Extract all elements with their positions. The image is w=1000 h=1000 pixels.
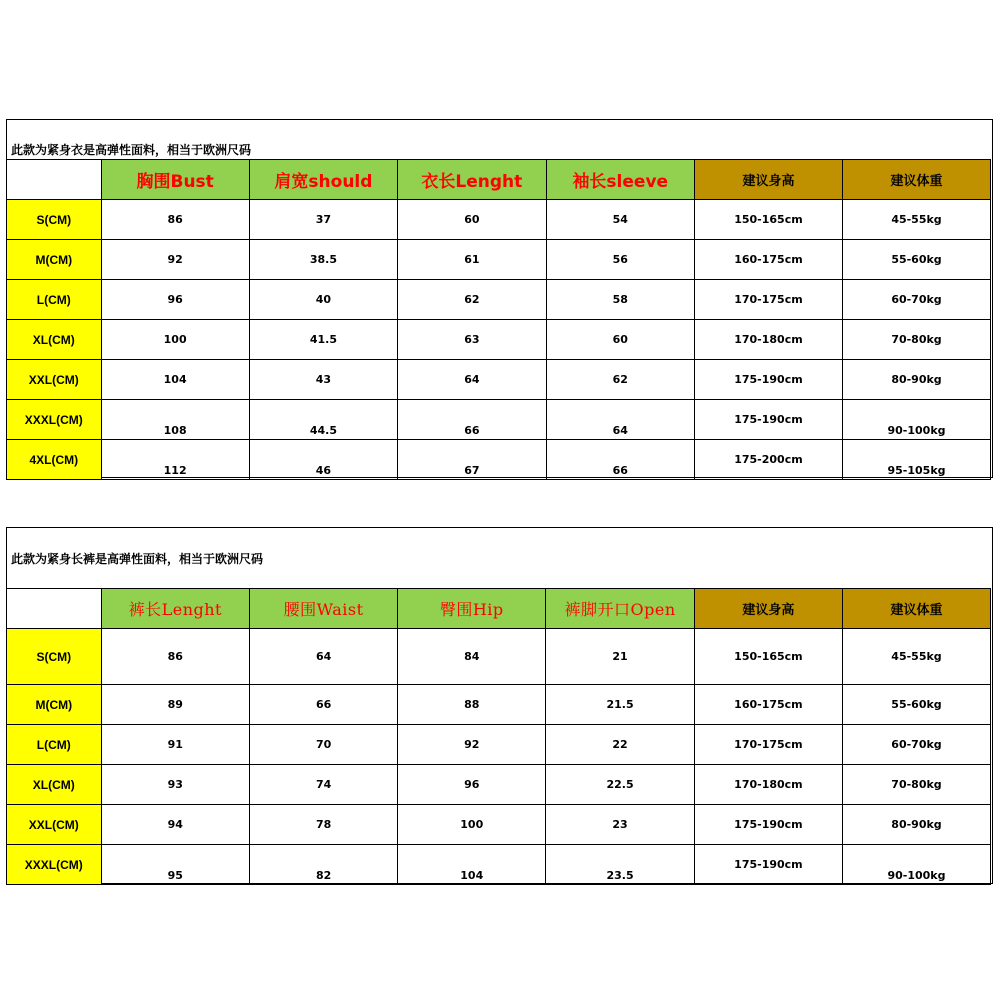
header-length: 衣长Lenght — [398, 160, 546, 200]
table-cell: 100 — [398, 805, 546, 845]
table-cell: 94 — [101, 805, 249, 845]
table-cell: 66 — [546, 440, 694, 480]
table-cell: 41.5 — [249, 320, 397, 360]
table-row — [7, 805, 991, 845]
table-cell: 170-180cm — [694, 320, 842, 360]
table-cell: 160-175cm — [694, 685, 842, 725]
table-header-row — [7, 160, 991, 200]
size-label: S(CM) — [7, 200, 102, 240]
table-cell: 22.5 — [546, 765, 695, 805]
table-cell: 70-80kg — [842, 765, 990, 805]
size-label: M(CM) — [7, 240, 102, 280]
pants-chart-caption: 此款为紧身长裤是高弹性面料，相当于欧洲尺码 — [11, 552, 264, 566]
size-label: XL(CM) — [7, 320, 102, 360]
table-cell: 62 — [398, 280, 546, 320]
table-cell: 64 — [546, 400, 694, 440]
table-cell: 86 — [101, 629, 249, 685]
table-cell: 67 — [398, 440, 546, 480]
header-shoulder: 肩宽should — [249, 160, 397, 200]
table-cell: 84 — [398, 629, 546, 685]
table-cell: 55-60kg — [842, 685, 990, 725]
table-cell: 40 — [249, 280, 397, 320]
table-cell: 100 — [101, 320, 249, 360]
table-cell: 46 — [249, 440, 397, 480]
table-cell: 66 — [249, 685, 397, 725]
table-cell: 108 — [101, 400, 249, 440]
table-cell: 91 — [101, 725, 249, 765]
table-cell: 96 — [101, 280, 249, 320]
table-cell: 175-190cm — [694, 845, 842, 885]
pants-size-table — [6, 588, 991, 885]
table-cell: 150-165cm — [694, 200, 842, 240]
table-cell: 175-190cm — [694, 400, 842, 440]
header-suggested-weight: 建议体重 — [842, 589, 990, 629]
table-cell: 80-90kg — [842, 805, 990, 845]
size-label: S(CM) — [7, 629, 102, 685]
table-row — [7, 845, 991, 885]
top-chart-caption: 此款为紧身衣是高弹性面料，相当于欧洲尺码 — [11, 143, 252, 157]
table-cell: 60-70kg — [842, 725, 990, 765]
table-cell: 64 — [398, 360, 546, 400]
table-cell: 90-100kg — [843, 400, 991, 440]
table-cell: 170-175cm — [694, 725, 842, 765]
top-size-table — [6, 159, 991, 480]
size-label: XXL(CM) — [7, 805, 102, 845]
table-cell: 96 — [398, 765, 546, 805]
size-label: L(CM) — [7, 280, 102, 320]
table-cell: 45-55kg — [843, 200, 991, 240]
table-cell: 82 — [249, 845, 397, 885]
table-cell: 92 — [398, 725, 546, 765]
table-row — [7, 360, 991, 400]
table-cell: 104 — [101, 360, 249, 400]
header-pants-length: 裤长Lenght — [101, 589, 249, 629]
table-cell: 78 — [249, 805, 397, 845]
size-label: XXL(CM) — [7, 360, 102, 400]
header-waist: 腰围Waist — [249, 589, 397, 629]
table-row — [7, 725, 991, 765]
table-cell: 61 — [398, 240, 546, 280]
table-cell: 43 — [249, 360, 397, 400]
table-row — [7, 240, 991, 280]
table-cell: 58 — [546, 280, 694, 320]
table-cell: 45-55kg — [842, 629, 990, 685]
table-cell: 104 — [398, 845, 546, 885]
table-cell: 175-190cm — [694, 360, 842, 400]
table-cell: 56 — [546, 240, 694, 280]
table-cell: 64 — [249, 629, 397, 685]
table-cell: 63 — [398, 320, 546, 360]
table-cell: 150-165cm — [694, 629, 842, 685]
table-cell: 70-80kg — [843, 320, 991, 360]
size-label: XXXL(CM) — [7, 400, 102, 440]
table-row — [7, 440, 991, 480]
header-sleeve: 袖长sleeve — [546, 160, 694, 200]
table-cell: 86 — [101, 200, 249, 240]
table-row — [7, 400, 991, 440]
table-cell: 80-90kg — [843, 360, 991, 400]
table-header-row — [7, 589, 991, 629]
table-row — [7, 685, 991, 725]
table-cell: 170-180cm — [694, 765, 842, 805]
table-cell: 70 — [249, 725, 397, 765]
table-cell: 54 — [546, 200, 694, 240]
header-suggested-weight: 建议体重 — [843, 160, 991, 200]
table-cell: 170-175cm — [694, 280, 842, 320]
table-row — [7, 629, 991, 685]
table-cell: 38.5 — [249, 240, 397, 280]
pants-size-chart — [6, 527, 993, 884]
table-cell: 66 — [398, 400, 546, 440]
table-cell: 89 — [101, 685, 249, 725]
table-cell: 92 — [101, 240, 249, 280]
table-cell: 60-70kg — [843, 280, 991, 320]
table-cell: 175-200cm — [694, 440, 842, 480]
table-cell: 93 — [101, 765, 249, 805]
size-label: XL(CM) — [7, 765, 102, 805]
header-suggested-height: 建议身高 — [694, 160, 842, 200]
size-label: 4XL(CM) — [7, 440, 102, 480]
header-suggested-height: 建议身高 — [694, 589, 842, 629]
table-row — [7, 280, 991, 320]
table-cell: 21 — [546, 629, 695, 685]
table-cell: 22 — [546, 725, 695, 765]
table-row — [7, 765, 991, 805]
table-cell: 175-190cm — [694, 805, 842, 845]
table-cell: 60 — [546, 320, 694, 360]
table-cell: 88 — [398, 685, 546, 725]
table-cell: 90-100kg — [842, 845, 990, 885]
table-cell: 21.5 — [546, 685, 695, 725]
header-leg-opening: 裤脚开口Open — [546, 589, 695, 629]
table-cell: 74 — [249, 765, 397, 805]
table-cell: 60 — [398, 200, 546, 240]
size-label: XXXL(CM) — [7, 845, 102, 885]
table-cell: 95 — [101, 845, 249, 885]
table-cell: 23 — [546, 805, 695, 845]
table-cell: 95-105kg — [843, 440, 991, 480]
top-size-chart — [6, 119, 993, 478]
header-corner-cell — [7, 160, 102, 200]
table-row — [7, 200, 991, 240]
header-hip: 臀围Hip — [398, 589, 546, 629]
table-row — [7, 320, 991, 360]
table-cell: 55-60kg — [843, 240, 991, 280]
table-cell: 112 — [101, 440, 249, 480]
table-cell: 37 — [249, 200, 397, 240]
table-cell: 23.5 — [546, 845, 695, 885]
table-cell: 62 — [546, 360, 694, 400]
table-cell: 160-175cm — [694, 240, 842, 280]
size-label: M(CM) — [7, 685, 102, 725]
header-bust: 胸围Bust — [101, 160, 249, 200]
size-label: L(CM) — [7, 725, 102, 765]
table-cell: 44.5 — [249, 400, 397, 440]
header-corner-cell — [7, 589, 102, 629]
